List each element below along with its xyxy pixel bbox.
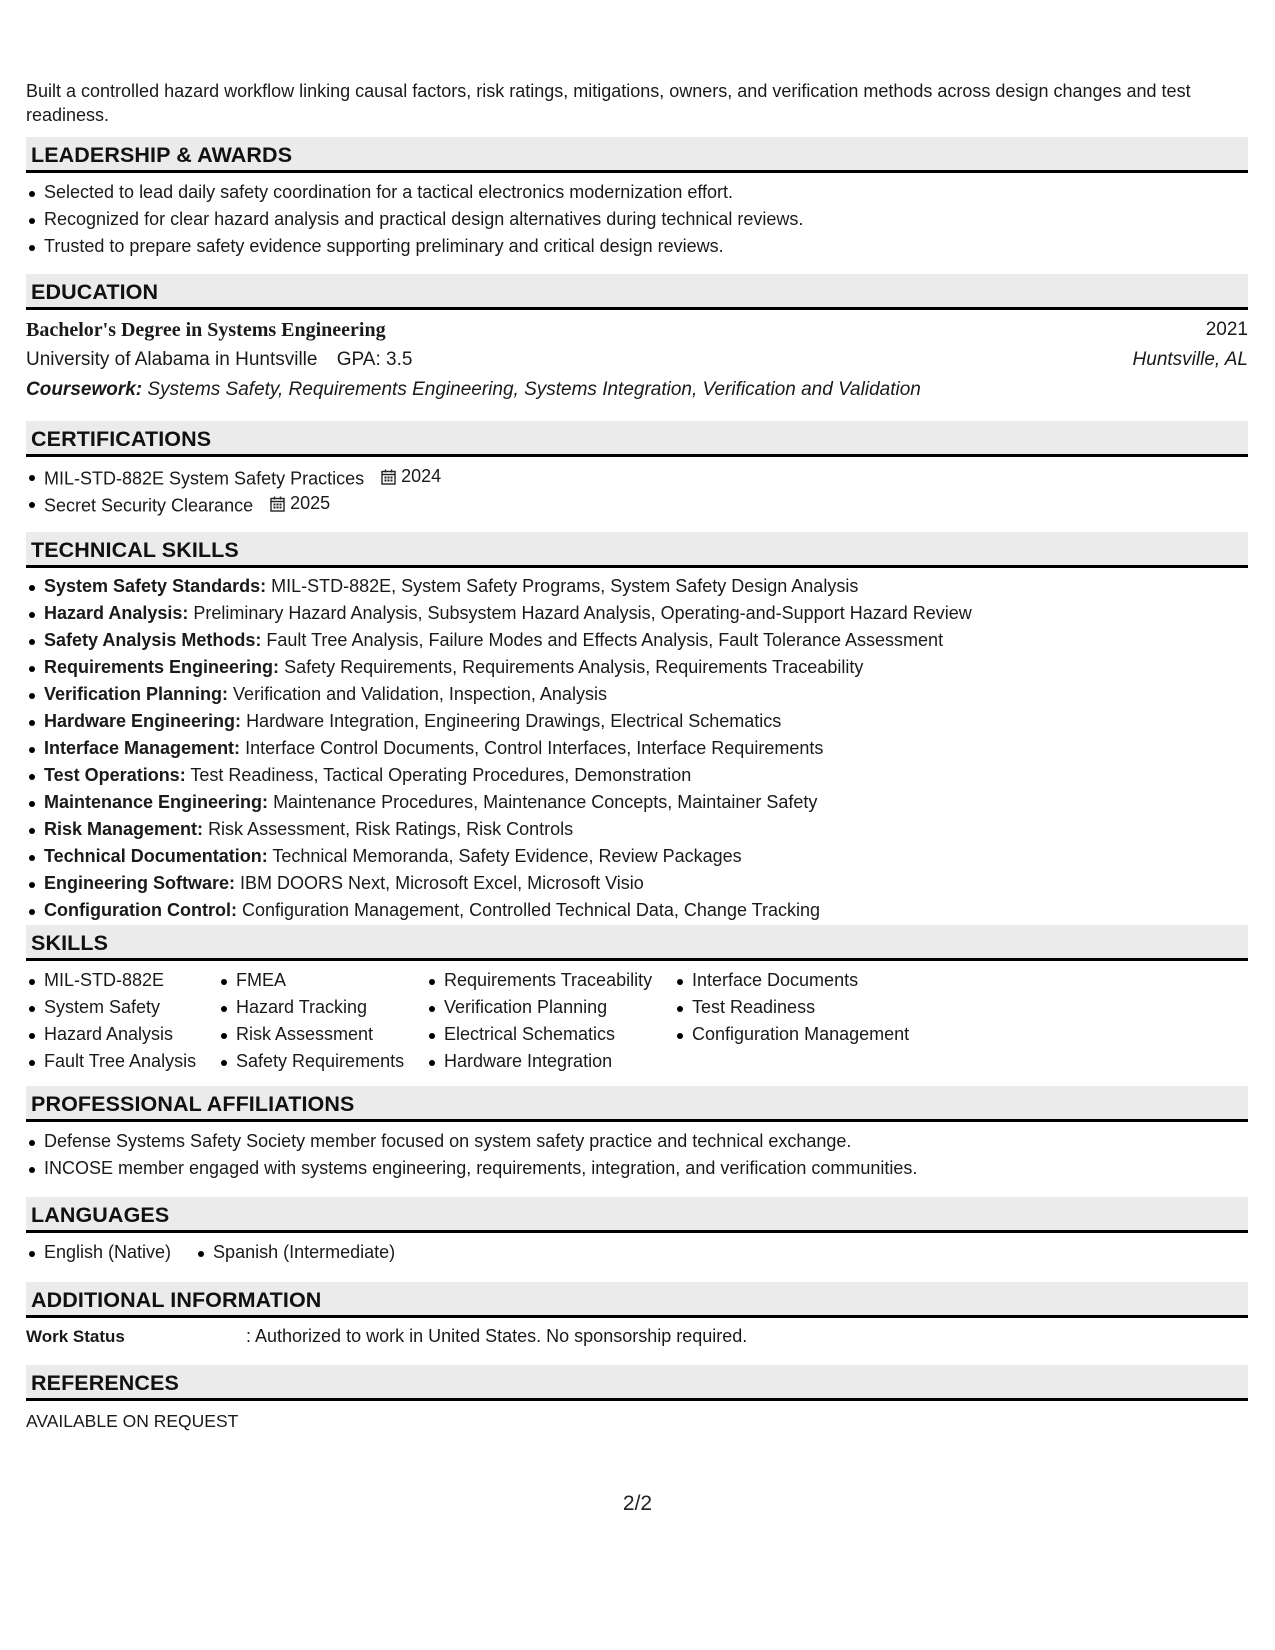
technical-skills-list: [26, 573, 1248, 924]
list-item: INCOSE member engaged with systems engineering, requirements, integration, and verification communities.: [26, 1155, 1248, 1182]
skill-category: Interface Management:: [44, 738, 241, 758]
references-text: AVAILABLE ON REQUEST: [26, 1411, 239, 1431]
skill-values: Fault Tree Analysis, Failure Modes and Effects Analysis, Fault Tolerance Assessment: [266, 630, 944, 650]
skills-heading: SKILLS: [31, 931, 109, 955]
list-item: [26, 897, 1248, 924]
languages-list: [26, 1239, 395, 1266]
skill-values: Preliminary Hazard Analysis, Subsystem Hazard Analysis, Operating-and-Support Hazard Review: [193, 603, 972, 623]
certifications-heading-bar: [26, 421, 1248, 457]
page-number: 2/2: [622, 1492, 653, 1515]
list-item: [26, 600, 1248, 627]
list-item: [26, 789, 1248, 816]
skill-category: Configuration Control:: [44, 900, 237, 920]
skill-values: Safety Requirements, Requirements Analysis, Requirements Traceability: [284, 657, 864, 677]
list-item: Safety Requirements: [218, 1048, 418, 1075]
list-item: [26, 627, 1248, 654]
list-item: [26, 843, 1248, 870]
languages-heading: LANGUAGES: [31, 1203, 170, 1227]
work-status-value: : Authorized to work in United States. No sponsorship required.: [246, 1326, 748, 1346]
list-item: [26, 681, 1248, 708]
skill-values: Technical Memoranda, Safety Evidence, Review Packages: [272, 846, 742, 866]
list-item: Selected to lead daily safety coordination for a tactical electronics modernization effort.: [26, 179, 1248, 206]
calendar-icon: [381, 469, 396, 485]
skill-category: Verification Planning:: [44, 684, 229, 704]
languages-heading-bar: [26, 1197, 1248, 1233]
work-status-row: [26, 1323, 1248, 1350]
affiliations-heading: PROFESSIONAL AFFILIATIONS: [31, 1092, 355, 1116]
cert-name: MIL-STD-882E System Safety Practices: [44, 468, 365, 489]
skills-column-3: [426, 967, 666, 1075]
list-item: Verification Planning: [426, 994, 666, 1021]
references-heading-bar: [26, 1365, 1248, 1401]
list-item: MIL-STD-882E: [26, 967, 216, 994]
list-item: Hazard Tracking: [218, 994, 418, 1021]
skill-values: MIL-STD-882E, System Safety Programs, System Safety Design Analysis: [271, 576, 859, 596]
degree-title: Bachelor's Degree in Systems Engineering: [26, 319, 386, 341]
list-item: [26, 870, 1248, 897]
list-item: Configuration Management: [674, 1021, 934, 1048]
skill-category: Hazard Analysis:: [44, 603, 189, 623]
certifications-list: [26, 463, 1248, 517]
school-name: University of Alabama in Huntsville: [26, 349, 318, 370]
skill-values: IBM DOORS Next, Microsoft Excel, Microsoft Visio: [240, 873, 644, 893]
list-item: [26, 490, 1248, 517]
cert-name: Secret Security Clearance: [44, 495, 254, 516]
coursework-list: Systems Safety, Requirements Engineering, Systems Integration, Verification and Validation: [147, 379, 921, 400]
list-item: Interface Documents: [674, 967, 934, 994]
calendar-icon: [270, 496, 285, 512]
leadership-heading-bar: [26, 137, 1248, 173]
skill-values: Interface Control Documents, Control Interfaces, Interface Requirements: [245, 738, 824, 758]
education-heading: EDUCATION: [31, 280, 159, 304]
skill-category: Risk Management:: [44, 819, 204, 839]
leadership-list: [26, 179, 1248, 260]
skill-values: Verification and Validation, Inspection, Analysis: [233, 684, 607, 704]
list-item: [26, 463, 1248, 490]
affiliations-list: [26, 1128, 1248, 1182]
gpa: GPA: 3.5: [336, 349, 413, 370]
skill-values: Configuration Management, Controlled Technical Data, Change Tracking: [241, 900, 820, 920]
list-item: Recognized for clear hazard analysis and practical design alternatives during technical reviews.: [26, 206, 1248, 233]
skill-values: Maintenance Procedures, Maintenance Concepts, Maintainer Safety: [273, 792, 818, 812]
certifications-heading: CERTIFICATIONS: [31, 427, 212, 451]
list-item: [26, 654, 1248, 681]
list-item: [26, 762, 1248, 789]
additional-info-heading-bar: [26, 1282, 1248, 1318]
education-heading-bar: [26, 274, 1248, 310]
list-item: Defense Systems Safety Society member focused on system safety practice and technical exchange.: [26, 1128, 1248, 1155]
skill-category: Requirements Engineering:: [44, 657, 280, 677]
list-item: Spanish (Intermediate): [195, 1239, 395, 1266]
skills-grid: [26, 967, 1248, 1077]
skill-category: Test Operations:: [44, 765, 186, 785]
skills-column-1: [26, 967, 216, 1075]
school-location: Huntsville, AL: [1132, 349, 1248, 370]
additional-info-heading: ADDITIONAL INFORMATION: [31, 1288, 322, 1312]
list-item: [26, 573, 1248, 600]
list-item: Test Readiness: [674, 994, 934, 1021]
list-item: English (Native): [26, 1239, 171, 1266]
skill-category: Safety Analysis Methods:: [44, 630, 262, 650]
coursework-label: Coursework:: [26, 379, 143, 400]
skill-category: Maintenance Engineering:: [44, 792, 269, 812]
graduation-year: 2021: [1205, 319, 1248, 340]
work-status-label: Work Status: [26, 1327, 125, 1346]
references-heading: REFERENCES: [31, 1371, 179, 1395]
list-item: Electrical Schematics: [426, 1021, 666, 1048]
list-item: [26, 816, 1248, 843]
list-item: Hardware Integration: [426, 1048, 666, 1075]
skill-values: Test Readiness, Tactical Operating Procedures, Demonstration: [190, 765, 692, 785]
education-entry: [26, 315, 1248, 405]
skill-values: Hardware Integration, Engineering Drawings, Electrical Schematics: [246, 711, 782, 731]
list-item: Risk Assessment: [218, 1021, 418, 1048]
list-item: [26, 708, 1248, 735]
list-item: FMEA: [218, 967, 418, 994]
skill-category: System Safety Standards:: [44, 576, 267, 596]
skill-values: Risk Assessment, Risk Ratings, Risk Controls: [208, 819, 574, 839]
cert-year: 2025: [290, 493, 331, 513]
list-item: Fault Tree Analysis: [26, 1048, 216, 1075]
skills-heading-bar: [26, 925, 1248, 961]
technical-skills-heading: TECHNICAL SKILLS: [31, 538, 239, 562]
skills-column-4: [674, 967, 934, 1048]
skill-category: Technical Documentation:: [44, 846, 268, 866]
list-item: Trusted to prepare safety evidence supporting preliminary and critical design reviews.: [26, 233, 1248, 260]
technical-skills-heading-bar: [26, 532, 1248, 568]
affiliations-heading-bar: [26, 1086, 1248, 1122]
leadership-heading: LEADERSHIP & AWARDS: [31, 143, 293, 167]
list-item: Hazard Analysis: [26, 1021, 216, 1048]
intro-paragraph: Built a controlled hazard workflow linking causal factors, risk ratings, mitigations, owners, and verification methods across design changes and test readiness.: [26, 81, 1191, 125]
skill-category: Hardware Engineering:: [44, 711, 242, 731]
cert-year: 2024: [401, 466, 442, 486]
list-item: [26, 735, 1248, 762]
list-item: Requirements Traceability: [426, 967, 666, 994]
list-item: System Safety: [26, 994, 216, 1021]
skills-column-2: [218, 967, 418, 1075]
skill-category: Engineering Software:: [44, 873, 236, 893]
